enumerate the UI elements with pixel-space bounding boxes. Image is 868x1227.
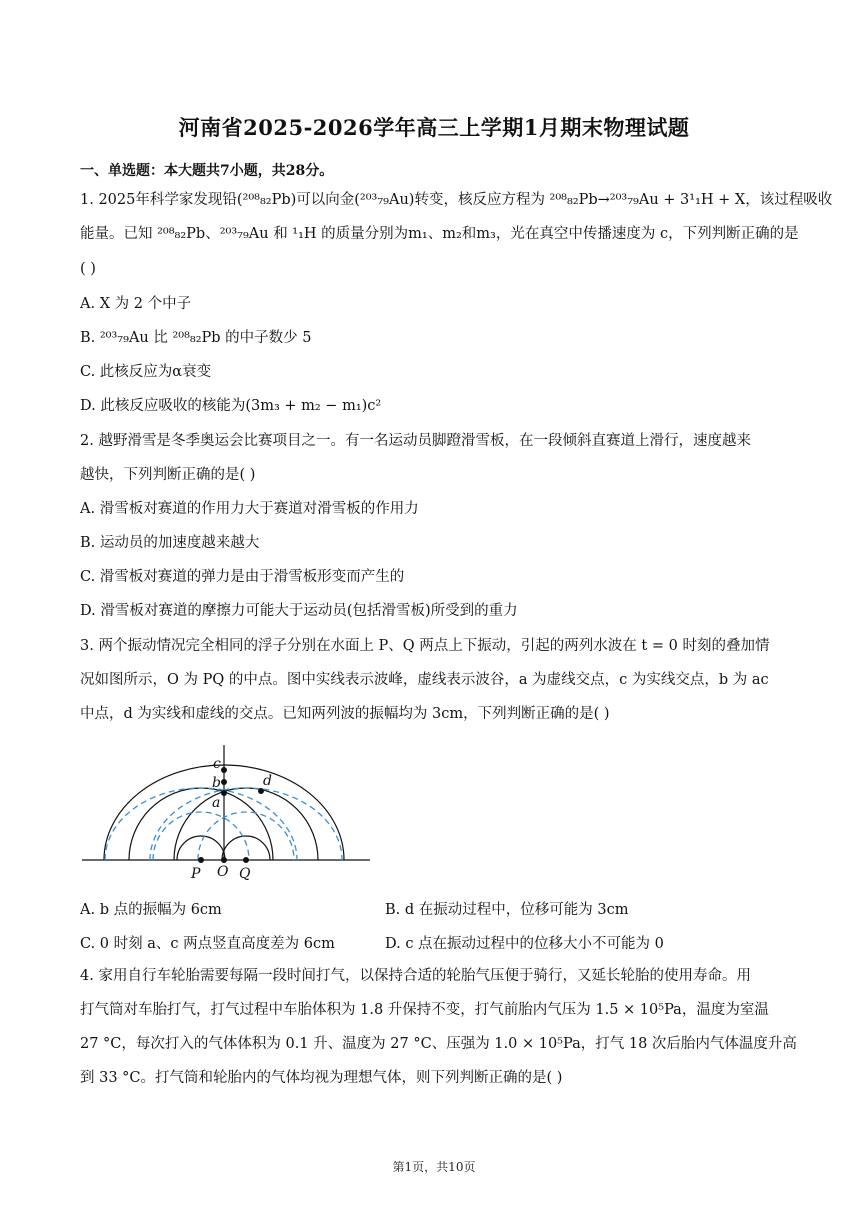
q4-stem-line2: 打气筒对车胎打气，打气过程中车胎体积为 1.8 升保持不变，打气前胎内气压为 1.5 × 10⁵Pa，温度为室温: [80, 1002, 769, 1018]
trough-p-large: [105, 788, 297, 860]
crest-p-small: [177, 836, 225, 860]
q2-option-d: D. 滑雪板对赛道的摩擦力可能大于运动员(包括滑雪板)所受到的重力: [80, 603, 518, 619]
point-a-dot: [221, 790, 227, 796]
label-c: c: [213, 756, 221, 772]
q2-stem-line1: 2. 越野滑雪是冬季奥运会比赛项目之一。有一名运动员脚蹬滑雪板，在一段倾斜直赛道上滑行，速度越来: [80, 433, 751, 449]
q1-option-b: B. ²⁰³₇₉Au 比 ²⁰⁸₈₂Pb 的中子数少 5: [80, 330, 312, 346]
q2-option-a: A. 滑雪板对赛道的作用力大于赛道对滑雪板的作用力: [80, 501, 419, 517]
q2-option-b: B. 运动员的加速度越来越大: [80, 535, 260, 551]
section-heading: 一、单选题：本大题共7小题，共28分。: [80, 163, 334, 179]
q3-option-b: B. d 在振动过程中，位移可能为 3cm: [385, 902, 629, 918]
q1-stem-line2: 能量。已知 ²⁰⁸₈₂Pb、²⁰³₇₉Au 和 ¹₁H 的质量分别为m₁、m₂和m₃，光在真空中传播速度为 c，下列判断正确的是: [80, 226, 799, 242]
q3-stem-line1: 3. 两个振动情况完全相同的浮子分别在水面上 P、Q 两点上下振动，引起的两列水波在 t = 0 时刻的叠加情: [80, 638, 770, 654]
q3-stem-line3: 中点，d 为实线和虚线的交点。已知两列波的振幅均为 3cm，下列判断正确的是( ): [80, 706, 610, 722]
label-o: O: [217, 864, 229, 880]
point-p-dot: [198, 857, 204, 863]
crest-q-small: [222, 836, 270, 860]
label-b: b: [212, 775, 221, 791]
wave-interference-figure: [80, 740, 380, 885]
label-d: d: [263, 773, 272, 789]
q4-stem-line3: 27 °C，每次打入的气体体积为 0.1 升、温度为 27 °C、压强为 1.0 × 10⁵Pa，打气 18 次后胎内气体温度升高: [80, 1036, 797, 1052]
page-title: 河南省2025-2026学年高三上学期1月期末物理试题: [178, 115, 690, 140]
q4-stem-line4: 到 33 °C。打气筒和轮胎内的气体均视为理想气体，则下列判断正确的是( ): [80, 1070, 563, 1086]
q2-stem-line2: 越快，下列判断正确的是( ): [80, 467, 256, 483]
q3-option-d: D. c 点在振动过程中的位移大小不可能为 0: [385, 936, 664, 952]
q1-stem-line1: 1. 2025年科学家发现铅(²⁰⁸₈₂Pb)可以向金(²⁰³₇₉Au)转变，核反应方程为 ²⁰⁸₈₂Pb→²⁰³₇₉Au + 3¹₁H + X，该过程吸收: [80, 192, 833, 208]
q3-option-a: A. b 点的振幅为 6cm: [80, 902, 222, 918]
label-a: a: [212, 795, 221, 811]
label-p: P: [191, 866, 201, 882]
q4-stem-line1: 4. 家用自行车轮胎需要每隔一段时间打气，以保持合适的轮胎气压便于骑行，又延长轮胎的使用寿命。用: [80, 968, 751, 984]
page-footer: 第1页，共10页: [392, 1160, 476, 1174]
q3-stem-line2: 况如图所示，O 为 PQ 的中点。图中实线表示波峰，虚线表示波谷，a 为虚线交点，c 为实线交点，b 为 ac: [80, 672, 769, 688]
q3-option-c: C. 0 时刻 a、c 两点竖直高度差为 6cm: [80, 936, 335, 952]
point-o-dot: [221, 857, 227, 863]
point-q-dot: [243, 857, 249, 863]
trough-q-large: [150, 788, 342, 860]
label-q: Q: [239, 866, 251, 882]
q2-option-c: C. 滑雪板对赛道的弹力是由于滑雪板形变而产生的: [80, 569, 405, 585]
point-b-dot: [221, 779, 227, 785]
point-c-dot: [221, 767, 227, 773]
q1-option-d: D. 此核反应吸收的核能为(3m₃ + m₂ − m₁)c²: [80, 398, 382, 414]
q1-option-a: A. X 为 2 个中子: [80, 296, 192, 312]
q1-stem-line3: ( ): [80, 261, 96, 277]
q1-option-c: C. 此核反应为α衰变: [80, 364, 212, 380]
